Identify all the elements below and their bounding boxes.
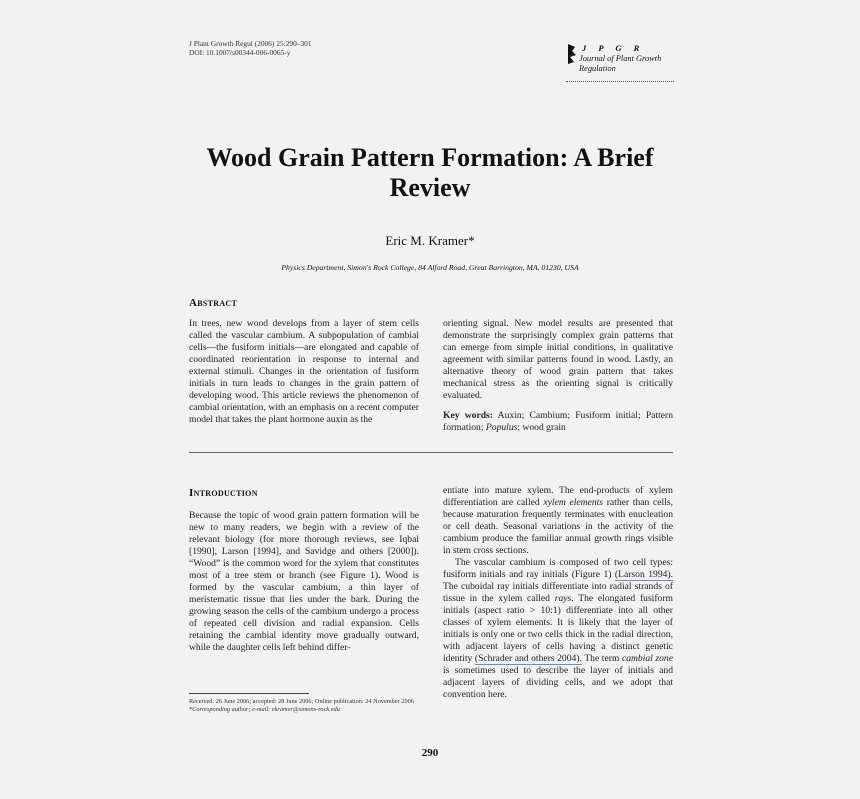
abstract-divider [189,452,673,453]
journal-logo [566,43,676,91]
journal-mark-icon [566,43,577,65]
abstract-heading: Abstract [189,297,238,309]
keywords: Key words: Auxin; Cambium; Fusiform initial; Pattern formation; Populus; wood grain [443,410,673,433]
intro-paragraph-1: entiate into mature xylem. The end-products of xylem differentiation are called xylem elements rather than cells, because maturation frequently terminates with enucleation or cell death. Seasonal variations in the activity of the cambium produce the familiar annual growth rings visible in stem cross sections. [443,485,673,556]
journal-abbrev: J P G R [582,43,645,53]
citation-link-larson[interactable]: (Larson 1994). [614,569,674,580]
keywords-label: Key words: [443,410,493,421]
citation-link-schrader[interactable]: (Schrader and others 2004). [474,653,582,664]
received-dates: Received: 26 June 2006; accepted: 28 June 2006; Online publication: 24 November 2006 [189,698,414,705]
intro-paragraph-2: The vascular cambium is composed of two cell types: fusiform initials and ray initials (Figure 1) (Larson 1994). The cuboidal ray initials differentiate into radial strands of tissue in the xylem called rays. The elongated fusiform initials (aspect ratio > 10:1) differentiate into all other classes of xylem elements. It is likely that the layer of initials is only one or two cells thick in the radial direction, with adjacent layers of cells having a distinct genetic identity (Schrader and others 2004). The term cambial zone is sometimes used to describe the layer of initials and adjacent layers of dividing cells, and we adopt that convention here. [443,557,674,700]
abstract-left-column [189,318,419,426]
footnotes [189,698,421,714]
intro-left-column [189,510,419,654]
journal-name: Journal of Plant Growth Regulation [579,54,662,73]
footnote-divider [189,693,309,694]
page-number: 290 [421,747,439,759]
journal-citation-header [189,39,312,57]
corresponding-author: *Corresponding author; e-mail: ekramer@simons-rock.edu [189,706,340,713]
citation-line: J Plant Growth Regul (2006) 25:290–301 [189,39,312,48]
abstract-text-right: orienting signal. New model results are presented that demonstrate the surprisingly complex grain patterns that can emerge from simple initial conditions, in qualitative agreement with similar patterns found in wood. Lastly, an alternative theory of wood grain pattern that takes mechanical stress as the orienting signal is critically evaluated. [443,318,673,401]
intro-right-column [443,485,673,701]
introduction-heading: Introduction [189,487,258,499]
paper-title: Wood Grain Pattern Formation: A Brief Review [206,143,654,202]
publisher-dotted-line [566,81,674,86]
abstract-right-column [443,318,673,434]
doi-line: DOI: 10.1007/s00344-006-0065-y [189,48,291,57]
abstract-text-left: In trees, new wood develops from a layer of stem cells called the vascular cambium. A subpopulation of cambial cells—the fusiform initials—are elongated and capable of coordinated reorientation in response to internal and external stimuli. Changes in the orientation of fusiform initials in turn leads to changes in the grain pattern of developing wood. This article reviews the phenomenon of cambial orientation, with an emphasis on a recent computer model that takes the plant hormone auxin as the [189,318,419,425]
author-affiliation: Physics Department, Simon's Rock College, 84 Alford Road, Great Barrington, MA, 01230, USA [281,263,579,272]
author-name: Eric M. Kramer* [385,233,475,248]
intro-text-left: Because the topic of wood grain pattern formation will be new to many readers, we begin with a review of the relevant biology (for more thorough reviews, see Iqbal [1990], Larson [1994], and Savidge and others [2000]). “Wood” is the common word for the xylem that constitutes most of a tree stem or branch (see Figure 1). Wood is formed by the vascular cambium, a thin layer of meristematic tissue that lies under the bark. During the growing season the cells of the cambium undergo a process of repeated cell division and radial expansion. Cells retaining the cambial identity move gradually outward, while the daughter cells left behind differ- [189,510,419,653]
